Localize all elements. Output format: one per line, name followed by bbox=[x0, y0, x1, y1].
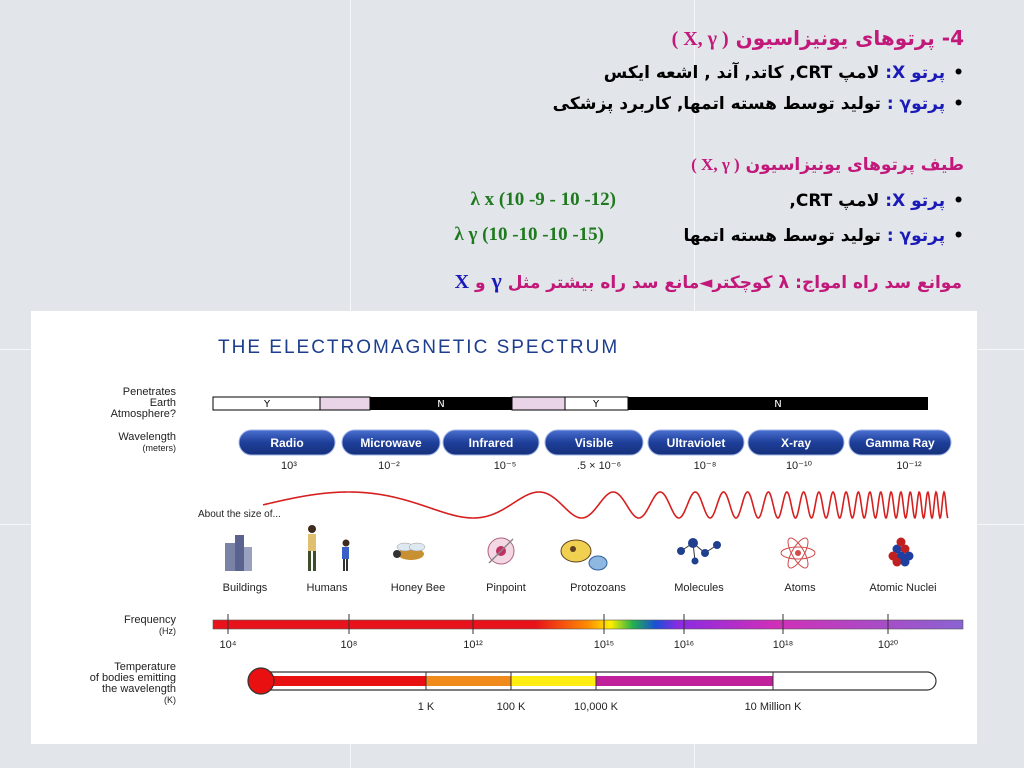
frequency-value: 10⁸ bbox=[340, 639, 358, 651]
frequency-bar bbox=[213, 620, 963, 629]
temperature-value: 10 Million K bbox=[744, 701, 802, 713]
wavelength-value: 10³ bbox=[281, 460, 297, 472]
frequency-value: 10²⁰ bbox=[877, 639, 899, 651]
em-spectrum-diagram bbox=[31, 311, 977, 744]
band-pill bbox=[648, 430, 744, 455]
band-pill bbox=[849, 430, 951, 455]
frequency-unit: (Hz) bbox=[159, 626, 176, 636]
band-label: Ultraviolet bbox=[666, 436, 726, 450]
spectrum-subtitle: طیف پرتوهای یونیزاسیون ( X, γ ) bbox=[691, 155, 964, 175]
band-label: Radio bbox=[270, 436, 304, 450]
atmosphere-mark: N bbox=[437, 399, 445, 410]
spectrum-title: THE ELECTROMAGNETIC SPECTRUM bbox=[218, 337, 620, 358]
object-label: Pinpoint bbox=[486, 582, 526, 594]
bullet-gamma-range: •پرتوγ : تولید توسط هسته اتمها bbox=[683, 226, 964, 246]
temperature-label-line: of bodies emitting bbox=[89, 672, 176, 684]
bullet-xray: •پرتو X: لامپ CRT, کاتد, آند , اشعه ایکس bbox=[603, 63, 964, 83]
object-label: Humans bbox=[306, 582, 348, 594]
honey-bee-icon bbox=[393, 543, 425, 560]
protozoans-icon bbox=[561, 540, 607, 570]
object-label: Atoms bbox=[784, 582, 816, 594]
wavelength-unit: (meters) bbox=[142, 443, 176, 453]
em-spectrum-svg bbox=[31, 311, 977, 744]
temperature-label bbox=[90, 661, 176, 695]
atmosphere-mark: N bbox=[774, 399, 782, 410]
temperature-label-line: Temperature bbox=[114, 661, 176, 673]
wavelength-value: 10⁻² bbox=[378, 460, 400, 472]
temperature-value: 1 K bbox=[417, 701, 435, 713]
penetrates-label-line: Earth bbox=[149, 397, 176, 409]
frequency-value: 10¹⁸ bbox=[772, 639, 794, 651]
humans-icon bbox=[308, 525, 350, 571]
frequency-ticks bbox=[220, 614, 899, 651]
band-label: Gamma Ray bbox=[865, 436, 935, 450]
object-label: Molecules bbox=[674, 582, 724, 594]
frequency-value: 10¹⁶ bbox=[673, 639, 695, 651]
frequency-value: 10⁴ bbox=[219, 639, 237, 651]
band-label: Infrared bbox=[468, 436, 514, 450]
barrier-conclusion: موانع سد راه امواج: λ کوچکتر◄مانع سد راه بیشتر مثل γ و X bbox=[454, 268, 962, 293]
buildings-icon bbox=[225, 535, 252, 571]
wavelength-value: 10⁻¹² bbox=[896, 460, 922, 472]
band-label: Microwave bbox=[360, 436, 422, 450]
bullet-xray-range: •پرتو X: لامپ CRT, bbox=[789, 191, 964, 211]
slide-title: 4- پرتوهای یونیزاسیون ( X, γ ) bbox=[671, 26, 964, 50]
temperature-unit: (K) bbox=[164, 695, 176, 705]
frequency-label: Frequency bbox=[124, 614, 176, 626]
wavelength-value: 10⁻⁸ bbox=[693, 460, 717, 472]
penetrates-label bbox=[111, 386, 177, 420]
atoms-icon bbox=[781, 535, 815, 570]
frequency-value: 10¹² bbox=[463, 639, 483, 651]
xray-wavelength-range: λ x (10 -9 - 10 -12) bbox=[470, 189, 616, 210]
band-pill bbox=[342, 430, 440, 455]
frequency-value: 10¹⁵ bbox=[593, 639, 615, 651]
object-label: Atomic Nuclei bbox=[869, 582, 937, 594]
wavelength-value: 10⁻¹⁰ bbox=[785, 460, 813, 472]
object-icons bbox=[225, 525, 914, 571]
size-label: About the size of... bbox=[198, 509, 281, 520]
band-pill bbox=[443, 430, 539, 455]
band-pills bbox=[239, 430, 951, 455]
temperature-values bbox=[418, 701, 802, 713]
molecules-icon bbox=[677, 538, 721, 565]
band-label: X-ray bbox=[780, 436, 812, 450]
temperature-value: 10,000 K bbox=[573, 701, 619, 713]
band-pill bbox=[545, 430, 643, 455]
object-labels bbox=[223, 582, 937, 594]
atmosphere-mark: Y bbox=[263, 399, 271, 410]
atmosphere-bar bbox=[213, 397, 928, 410]
wavelength-values bbox=[281, 460, 922, 472]
band-pill bbox=[239, 430, 335, 455]
object-label: Honey Bee bbox=[390, 582, 446, 594]
wavelength-label: Wavelength bbox=[118, 431, 176, 443]
band-label: Visible bbox=[574, 436, 614, 450]
wavelength-value: .5 × 10⁻⁶ bbox=[576, 460, 622, 472]
thermometer bbox=[248, 668, 936, 694]
penetrates-label-line: Penetrates bbox=[122, 386, 176, 398]
atomic-nuclei-icon bbox=[889, 538, 914, 567]
gamma-wavelength-range: λ γ (10 -10 -10 -15) bbox=[454, 224, 604, 245]
bullet-gamma: •پرتوγ : تولید توسط هسته اتمها, کاربرد پزشکی bbox=[552, 94, 964, 114]
object-label: Protozoans bbox=[570, 582, 626, 594]
wavelength-value: 10⁻⁵ bbox=[493, 460, 517, 472]
temperature-label-line: the wavelength bbox=[102, 683, 176, 695]
pinpoint-icon bbox=[488, 538, 514, 564]
penetrates-label-line: Atmosphere? bbox=[110, 408, 176, 420]
wave-curve bbox=[263, 492, 948, 518]
object-label: Buildings bbox=[222, 582, 268, 594]
band-pill bbox=[748, 430, 844, 455]
atmosphere-mark: Y bbox=[592, 399, 600, 410]
temperature-value: 100 K bbox=[496, 701, 526, 713]
